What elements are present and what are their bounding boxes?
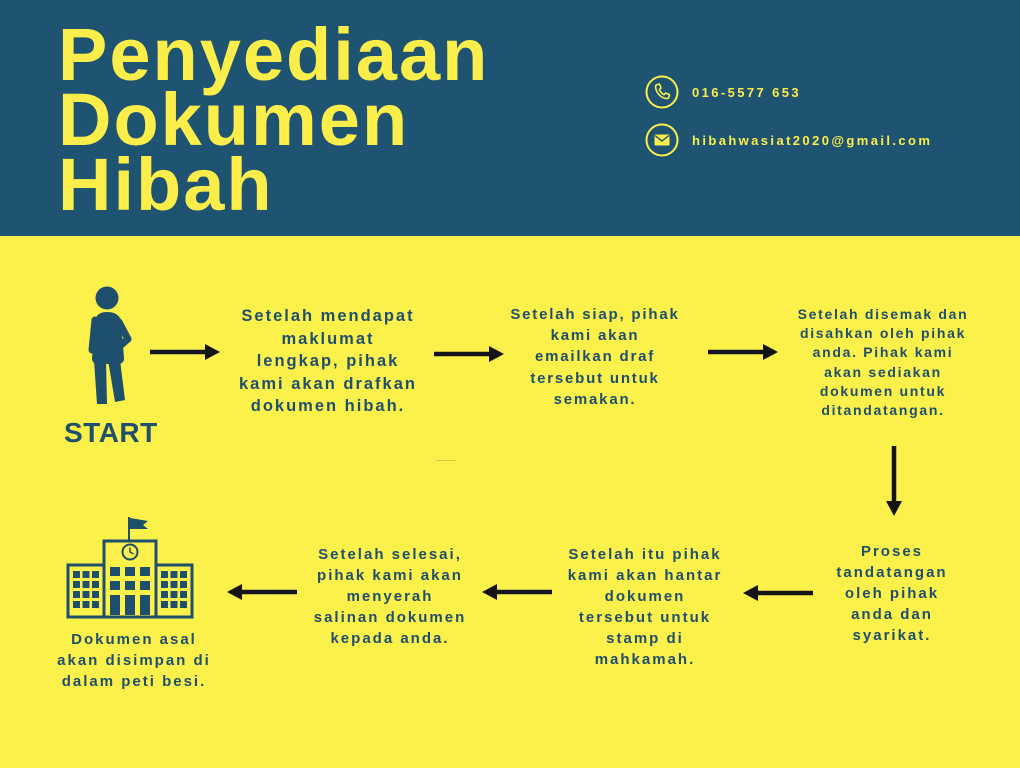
start-label: START [64, 417, 158, 448]
step-2-text: Setelah siap, pihak kami akan emailkan draf tersebut untuk semakan. [510, 306, 680, 408]
arrow-left-icon [482, 582, 552, 602]
arrow-right-icon [150, 342, 220, 362]
step-4-text: Proses tandatangan oleh pihak anda dan syarikat. [836, 543, 948, 644]
arrow-down-icon [884, 446, 904, 516]
arrow-right-icon [434, 344, 504, 364]
header-banner [0, 0, 1020, 236]
step-3-text: Setelah disemak dan disahkan oleh pihak anda. Pihak kami akan sediakan dokumen untuk ditandatangan. [797, 306, 969, 419]
step-1-text: Setelah mendapat maklumat lengkap, pihak kami akan drafkan dokumen hibah. [239, 307, 417, 415]
phone-number: 016-5577 653 [692, 84, 802, 100]
step-6-text: Setelah selesai, pihak kami akan menyerah salinan dokumen kepada anda. [313, 546, 467, 647]
building-icon [66, 515, 196, 620]
arrow-left-icon [227, 582, 297, 602]
step-7-text: Dokumen asal akan disimpan di dalam peti besi. [57, 631, 211, 690]
contact-phone-row [645, 75, 801, 109]
page-title: Penyediaan Dokumen Hibah [58, 13, 490, 226]
step-5-text: Setelah itu pihak kami akan hantar dokumen tersebut untuk stamp di mahkamah. [567, 546, 723, 668]
person-walking-icon [80, 284, 140, 408]
contact-email-row [645, 123, 932, 157]
decorative-dash [436, 460, 456, 461]
arrow-right-icon [708, 342, 778, 362]
phone-icon [645, 75, 679, 109]
email-address: hibahwasiat2020@gmail.com [692, 132, 933, 148]
arrow-left-icon [743, 583, 813, 603]
email-icon [645, 123, 679, 157]
